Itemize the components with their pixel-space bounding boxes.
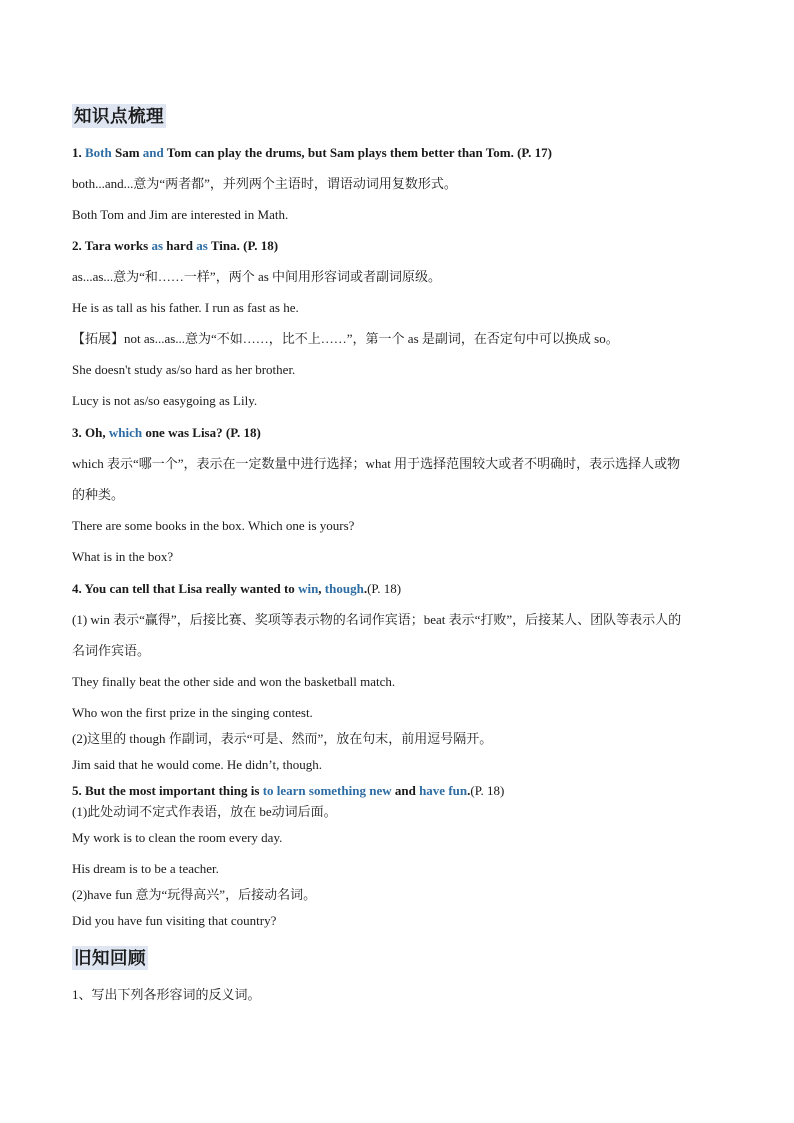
point-2-title — [72, 238, 278, 254]
point-2-note: as...as...意为“和……一样”，两个 as 中间用形容词或者副词原级。 — [72, 269, 442, 284]
point-5-note-1: (1)此处动词不定式作表语，放在 be动词后面。 — [72, 804, 337, 819]
point-4-text-c: . — [363, 581, 368, 596]
keyword-both: Both — [85, 145, 112, 160]
point-3-example-1: There are some books in the box. Which one is yours? — [72, 518, 355, 533]
point-5-title — [72, 783, 504, 799]
point-4-text-b: , — [318, 581, 325, 596]
section-heading-review: 旧知回顾 — [74, 948, 146, 968]
point-4-example-3: Jim said that he would come. He didn’t, though. — [72, 757, 322, 772]
point-5-text-a: 5. But the most important thing is — [72, 783, 263, 798]
point-2-example-1: He is as tall as his father. I run as fast as he. — [72, 300, 299, 315]
keyword-as-1: as — [151, 238, 164, 253]
point-1-text-b: Tom can play the drums, but Sam plays them better than Tom. (P. 17) — [163, 145, 553, 160]
point-2-text-a: 2. Tara works — [72, 238, 152, 253]
point-4-note-1b: 名词作宾语。 — [72, 643, 151, 658]
point-1-number: 1. — [72, 145, 85, 160]
keyword-win: win — [298, 581, 319, 596]
point-2-example-3: Lucy is not as/so easygoing as Lily. — [72, 393, 258, 408]
point-4-text-a: 4. You can tell that Lisa really wanted to — [72, 581, 299, 596]
point-5-text-b: and — [391, 783, 420, 798]
point-4-example-2: Who won the first prize in the singing contest. — [72, 705, 313, 720]
point-3-title — [72, 425, 261, 441]
point-1-text-a: Sam — [111, 145, 143, 160]
point-1-example: Both Tom and Jim are interested in Math. — [72, 207, 289, 222]
point-5-text-c: . — [467, 783, 471, 798]
point-5-page-ref: (P. 18) — [470, 783, 505, 798]
point-2-extension: 【拓展】not as...as...意为“不如……，比不上……”，第一个 as 是副词，在否定句中可以换成 so。 — [72, 331, 619, 346]
keyword-and: and — [142, 145, 164, 160]
point-3-text-a: 3. Oh, — [72, 425, 109, 440]
point-3-text-b: one was Lisa? (P. 18) — [142, 425, 261, 440]
point-4-title — [72, 581, 401, 597]
point-5-note-2: (2)have fun 意为“玩得高兴”，后接动名词。 — [72, 887, 317, 902]
point-4-note-1a: (1) win 表示“赢得”，后接比赛、奖项等表示物的名词作宾语；beat 表示“打败”，后接某人、团队等表示人的 — [72, 612, 682, 627]
keyword-which: which — [108, 425, 143, 440]
point-5-example-2: His dream is to be a teacher. — [72, 861, 219, 876]
point-3-example-2: What is in the box? — [72, 549, 174, 564]
point-2-text-c: Tina. (P. 18) — [207, 238, 279, 253]
point-1-note: both...and...意为“两者都”，并列两个主语时，谓语动词用复数形式。 — [72, 176, 457, 191]
point-4-note-2: (2)这里的 though 作副词，表示“可是、然而”，放在句末，前用逗号隔开。 — [72, 731, 493, 746]
keyword-have-fun: have fun — [419, 783, 468, 798]
point-3-note-2: 的种类。 — [72, 487, 125, 502]
point-2-text-b: hard — [163, 238, 197, 253]
keyword-though: though — [324, 581, 364, 596]
point-5-example-1: My work is to clean the room every day. — [72, 830, 283, 845]
keyword-to-learn-something-new: to learn something new — [262, 783, 392, 798]
point-5-example-3: Did you have fun visiting that country? — [72, 913, 277, 928]
section-heading-knowledge: 知识点梳理 — [74, 106, 164, 126]
point-4-example-1: They finally beat the other side and won the basketball match. — [72, 674, 396, 689]
keyword-as-2: as — [196, 238, 208, 253]
point-3-note-1: which 表示“哪一个”，表示在一定数量中进行选择；what 用于选择范围较大或者不明确时，表示选择人或物 — [72, 456, 681, 471]
point-1-title — [72, 145, 552, 161]
review-question-1: 1、写出下列各形容词的反义词。 — [72, 987, 261, 1002]
point-2-example-2: She doesn't study as/so hard as her brother. — [72, 362, 296, 377]
point-4-page-ref: (P. 18) — [367, 581, 402, 596]
